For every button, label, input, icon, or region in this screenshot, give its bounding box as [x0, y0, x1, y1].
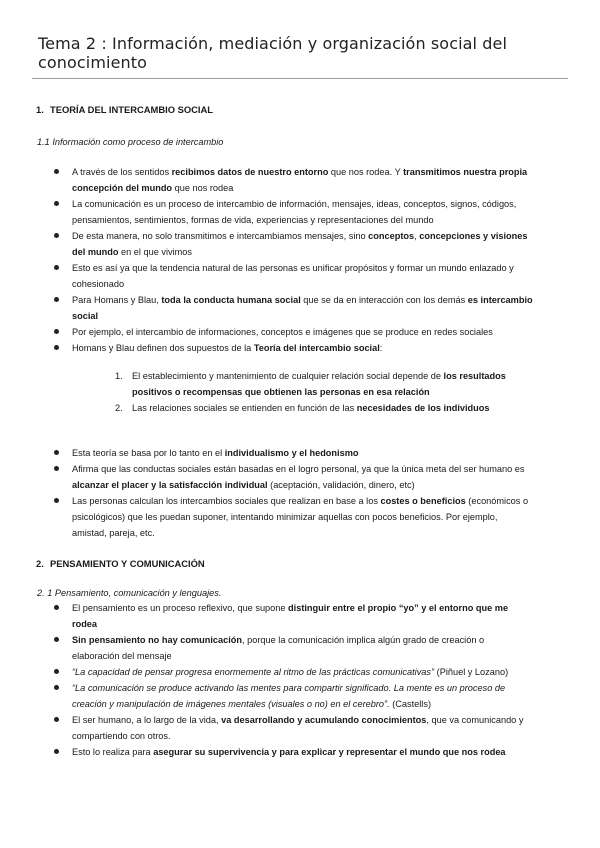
section-1-bullet-list-2 [54, 445, 534, 541]
list-item: Para Homans y Blau, toda la conducta humana social que se da en interacción con los demás es intercambio social [54, 292, 534, 324]
bullet-icon [54, 685, 59, 690]
bullet-icon [54, 466, 59, 471]
bullet-icon [54, 637, 59, 642]
bullet-icon [54, 498, 59, 503]
list-item: La comunicación es un proceso de intercambio de información, mensajes, ideas, conceptos, signos, códigos, pensamientos, sentimientos, formas de vida, experiencias y representaciones del mundo [54, 196, 534, 228]
bullet-icon [54, 329, 59, 334]
section-1-numbered-list [115, 368, 535, 416]
bullet-icon [54, 345, 59, 350]
section-2-heading [36, 556, 205, 572]
list-item: De esta manera, no solo transmitimos e intercambiamos mensajes, sino conceptos, concepciones y visiones del mundo en el que vivimos [54, 228, 534, 260]
bullet-icon [54, 605, 59, 610]
bullet-icon [54, 717, 59, 722]
list-item: El ser humano, a lo largo de la vida, va desarrollando y acumulando conocimientos, que va comunicando y compartiendo con otros. [54, 712, 534, 744]
list-item: Homans y Blau definen dos supuestos de la Teoría del intercambio social: [54, 340, 534, 356]
bullet-icon [54, 265, 59, 270]
list-item: Sin pensamiento no hay comunicación, porque la comunicación implica algún grado de creación o elaboración del mensaje [54, 632, 534, 664]
section-2-title: PENSAMIENTO Y COMUNICACIÓN [50, 558, 205, 569]
bullet-icon [54, 233, 59, 238]
list-item: 1. El establecimiento y mantenimiento de cualquier relación social depende de los resultados positivos o recompensas que obtienen las personas en esa relación [115, 371, 506, 397]
section-1-heading [36, 102, 213, 118]
list-item: Esto lo realiza para asegurar su supervivencia y para explicar y representar el mundo que nos rodea [54, 744, 534, 760]
list-item: Esta teoría se basa por lo tanto en el individualismo y el hedonismo [54, 445, 534, 461]
list-item: A través de los sentidos recibimos datos de nuestro entorno que nos rodea. Y transmitimos nuestra propia concepción del mundo que nos rodea [54, 164, 534, 196]
section-1-title: TEORÍA DEL INTERCAMBIO SOCIAL [50, 104, 214, 115]
list-item: Afirma que las conductas sociales están basadas en el logro personal, ya que la única meta del ser humano es alcanzar el placer y la satisfacción individual (aceptación, validación, dinero, etc) [54, 461, 534, 493]
list-item: Por ejemplo, el intercambio de informaciones, conceptos e imágenes que se produce en redes sociales [54, 324, 534, 340]
list-item: Esto es así ya que la tendencia natural de las personas es unificar propósitos y formar un mundo enlazado y cohesionado [54, 260, 534, 292]
bullet-icon [54, 201, 59, 206]
list-item: El pensamiento es un proceso reflexivo, que supone distinguir entre el propio “yo” y el entorno que me rodea [54, 600, 534, 632]
bullet-icon [54, 169, 59, 174]
page-title: Tema 2 : Información, mediación y organización social del conocimiento [38, 34, 508, 72]
section-1-subheading: 1.1 Información como proceso de intercambio [37, 137, 224, 147]
bullet-icon [54, 749, 59, 754]
section-2-bullet-list [54, 600, 534, 760]
section-1-bullet-list [54, 164, 534, 356]
bullet-icon [54, 669, 59, 674]
list-item: Las personas calculan los intercambios sociales que realizan en base a los costes o beneficios (económicos o psicológicos) que les puedan suponer, intentando minimizar aquellas con pocos beneficios. Por ejemplo, amistad, pareja, etc. [54, 493, 534, 541]
bullet-icon [54, 297, 59, 302]
list-item: 2. Las relaciones sociales se entienden en función de las necesidades de los individuos [115, 403, 490, 413]
bullet-icon [54, 450, 59, 455]
list-item: “La capacidad de pensar progresa enormemente al ritmo de las prácticas comunicativas” (Piñuel y Lozano) [54, 664, 534, 680]
section-1-number: 1. [36, 104, 44, 115]
section-2-subheading: 2. 1 Pensamiento, comunicación y lenguajes. [37, 588, 222, 598]
header-divider [32, 78, 568, 79]
section-2-number: 2. [36, 558, 44, 569]
list-item: “La comunicación se produce activando las mentes para compartir significado. La mente es un proceso de creación y manipulación de imágenes mentales (visuales o no) en el cerebro”. (Castells) [54, 680, 534, 712]
